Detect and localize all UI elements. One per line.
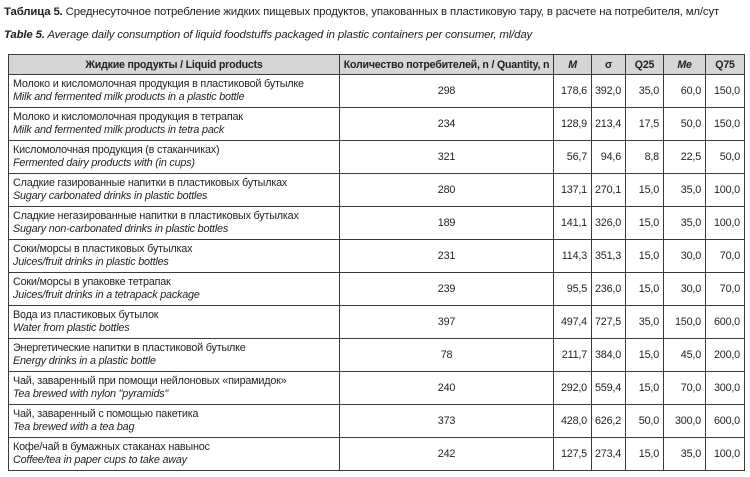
product-cell xyxy=(9,372,340,405)
product-cell xyxy=(9,75,340,108)
q25-cell: 50,0 xyxy=(626,405,664,438)
quantity-cell: 321 xyxy=(340,141,554,174)
mean-cell: 428,0 xyxy=(554,405,592,438)
q75-cell: 70,0 xyxy=(706,240,745,273)
mean-cell: 141,1 xyxy=(554,207,592,240)
sigma-cell: 626,2 xyxy=(592,405,626,438)
median-cell: 60,0 xyxy=(664,75,706,108)
table-caption-ru xyxy=(4,5,746,19)
product-cell xyxy=(9,339,340,372)
median-cell: 300,0 xyxy=(664,405,706,438)
header-q75: Q75 xyxy=(706,55,745,75)
median-cell: 35,0 xyxy=(664,207,706,240)
quantity-cell: 242 xyxy=(340,438,554,471)
q75-cell: 600,0 xyxy=(706,306,745,339)
median-cell: 70,0 xyxy=(664,372,706,405)
median-cell: 35,0 xyxy=(664,174,706,207)
table-row xyxy=(9,240,745,273)
quantity-cell: 78 xyxy=(340,339,554,372)
quantity-cell: 373 xyxy=(340,405,554,438)
quantity-cell: 280 xyxy=(340,174,554,207)
mean-cell: 95,5 xyxy=(554,273,592,306)
sigma-cell: 326,0 xyxy=(592,207,626,240)
product-name-ru: Чай, заваренный с помощью пакетика xyxy=(13,408,199,420)
product-name-ru: Кофе/чай в бумажных стаканах навынос xyxy=(13,441,210,453)
q25-cell: 15,0 xyxy=(626,438,664,471)
header-product: Жидкие продукты / Liquid products xyxy=(9,55,340,75)
header-sigma: σ xyxy=(592,55,626,75)
table-label-en: Table 5. xyxy=(4,29,45,41)
q25-cell: 35,0 xyxy=(626,75,664,108)
q75-cell: 200,0 xyxy=(706,339,745,372)
table-row xyxy=(9,273,745,306)
q75-cell: 70,0 xyxy=(706,273,745,306)
product-name-ru: Кисломолочная продукция (в стаканчиках) xyxy=(13,144,220,156)
product-cell xyxy=(9,438,340,471)
sigma-cell: 392,0 xyxy=(592,75,626,108)
q25-cell: 15,0 xyxy=(626,174,664,207)
sigma-cell: 727,5 xyxy=(592,306,626,339)
mean-cell: 114,3 xyxy=(554,240,592,273)
table-caption-en xyxy=(4,28,746,42)
product-name-ru: Молоко и кисломолочная продукция в тетрапак xyxy=(13,111,243,123)
product-name-en: Sugary non-carbonated drinks in plastic bottles xyxy=(13,223,229,235)
q75-cell: 100,0 xyxy=(706,174,745,207)
mean-cell: 127,5 xyxy=(554,438,592,471)
product-name-en: Energy drinks in a plastic bottle xyxy=(13,355,156,367)
mean-cell: 497,4 xyxy=(554,306,592,339)
sigma-cell: 236,0 xyxy=(592,273,626,306)
product-cell xyxy=(9,207,340,240)
median-cell: 30,0 xyxy=(664,273,706,306)
product-cell xyxy=(9,174,340,207)
product-name-en: Juices/fruit drinks in plastic bottles xyxy=(13,256,169,268)
product-name-ru: Чай, заваренный при помощи нейлоновых «пирамидок» xyxy=(13,375,287,387)
sigma-cell: 270,1 xyxy=(592,174,626,207)
table-row xyxy=(9,438,745,471)
mean-cell: 211,7 xyxy=(554,339,592,372)
median-cell: 50,0 xyxy=(664,108,706,141)
q75-cell: 300,0 xyxy=(706,372,745,405)
product-name-en: Tea brewed with a tea bag xyxy=(13,421,135,433)
quantity-cell: 234 xyxy=(340,108,554,141)
q25-cell: 17,5 xyxy=(626,108,664,141)
product-name-ru: Энергетические напитки в пластиковой бутылке xyxy=(13,342,246,354)
product-name-en: Coffee/tea in paper cups to take away xyxy=(13,454,187,466)
header-q25: Q25 xyxy=(626,55,664,75)
product-cell xyxy=(9,141,340,174)
product-cell xyxy=(9,405,340,438)
table-title-ru: Среднесуточное потребление жидких пищевых продуктов, упакованных в пластиковую тару, в расчете на потребителя, мл/сут xyxy=(62,6,720,18)
sigma-cell: 384,0 xyxy=(592,339,626,372)
median-cell: 30,0 xyxy=(664,240,706,273)
product-name-en: Sugary carbonated drinks in plastic bottles xyxy=(13,190,208,202)
product-cell xyxy=(9,240,340,273)
q25-cell: 15,0 xyxy=(626,273,664,306)
q25-cell: 15,0 xyxy=(626,339,664,372)
table-row xyxy=(9,75,745,108)
quantity-cell: 189 xyxy=(340,207,554,240)
q75-cell: 100,0 xyxy=(706,438,745,471)
q75-cell: 150,0 xyxy=(706,108,745,141)
q75-cell: 600,0 xyxy=(706,405,745,438)
table-row xyxy=(9,372,745,405)
q25-cell: 15,0 xyxy=(626,372,664,405)
sigma-cell: 94,6 xyxy=(592,141,626,174)
quantity-cell: 239 xyxy=(340,273,554,306)
median-cell: 22,5 xyxy=(664,141,706,174)
table-title-en: Average daily consumption of liquid foodstuffs packaged in plastic containers per consumer, ml/day xyxy=(44,29,533,41)
product-name-en: Fermented dairy products with (in cups) xyxy=(13,157,195,169)
product-name-en: Milk and fermented milk products in tetra pack xyxy=(13,124,225,136)
q75-cell: 150,0 xyxy=(706,75,745,108)
q25-cell: 15,0 xyxy=(626,207,664,240)
consumption-table xyxy=(8,54,745,471)
q25-cell: 15,0 xyxy=(626,240,664,273)
quantity-cell: 231 xyxy=(340,240,554,273)
mean-cell: 292,0 xyxy=(554,372,592,405)
table-row xyxy=(9,108,745,141)
sigma-cell: 559,4 xyxy=(592,372,626,405)
q25-cell: 35,0 xyxy=(626,306,664,339)
quantity-cell: 240 xyxy=(340,372,554,405)
median-cell: 35,0 xyxy=(664,438,706,471)
product-name-en: Tea brewed with nylon "pyramids" xyxy=(13,388,169,400)
q75-cell: 50,0 xyxy=(706,141,745,174)
mean-cell: 178,6 xyxy=(554,75,592,108)
product-name-ru: Молоко и кисломолочная продукция в пластиковой бутылке xyxy=(13,78,304,90)
product-cell xyxy=(9,306,340,339)
product-cell xyxy=(9,273,340,306)
product-name-ru: Сладкие газированные напитки в пластиковых бутылках xyxy=(13,177,288,189)
quantity-cell: 298 xyxy=(340,75,554,108)
product-name-en: Juices/fruit drinks in a tetrapack package xyxy=(13,289,200,301)
product-name-en: Milk and fermented milk products in a plastic bottle xyxy=(13,91,245,103)
product-name-ru: Сладкие негазированные напитки в пластиковых бутылках xyxy=(13,210,299,222)
sigma-cell: 213,4 xyxy=(592,108,626,141)
q75-cell: 100,0 xyxy=(706,207,745,240)
table-row xyxy=(9,339,745,372)
mean-cell: 128,9 xyxy=(554,108,592,141)
table-row xyxy=(9,207,745,240)
table-header-row xyxy=(9,55,745,75)
sigma-cell: 351,3 xyxy=(592,240,626,273)
mean-cell: 137,1 xyxy=(554,174,592,207)
header-me: Me xyxy=(664,55,706,75)
median-cell: 150,0 xyxy=(664,306,706,339)
sigma-cell: 273,4 xyxy=(592,438,626,471)
header-m: M xyxy=(554,55,592,75)
median-cell: 45,0 xyxy=(664,339,706,372)
product-name-ru: Соки/морсы в пластиковых бутылках xyxy=(13,243,193,255)
table-row xyxy=(9,141,745,174)
table-row xyxy=(9,405,745,438)
product-cell xyxy=(9,108,340,141)
product-name-ru: Вода из пластиковых бутылок xyxy=(13,309,159,321)
table-row xyxy=(9,174,745,207)
header-quantity: Количество потребителей, n / Quantity, n xyxy=(340,55,554,75)
quantity-cell: 397 xyxy=(340,306,554,339)
table-label-ru: Таблица 5. xyxy=(4,6,63,18)
product-name-ru: Соки/морсы в упаковке тетрапак xyxy=(13,276,171,288)
q25-cell: 8,8 xyxy=(626,141,664,174)
table-row xyxy=(9,306,745,339)
product-name-en: Water from plastic bottles xyxy=(13,322,130,334)
mean-cell: 56,7 xyxy=(554,141,592,174)
